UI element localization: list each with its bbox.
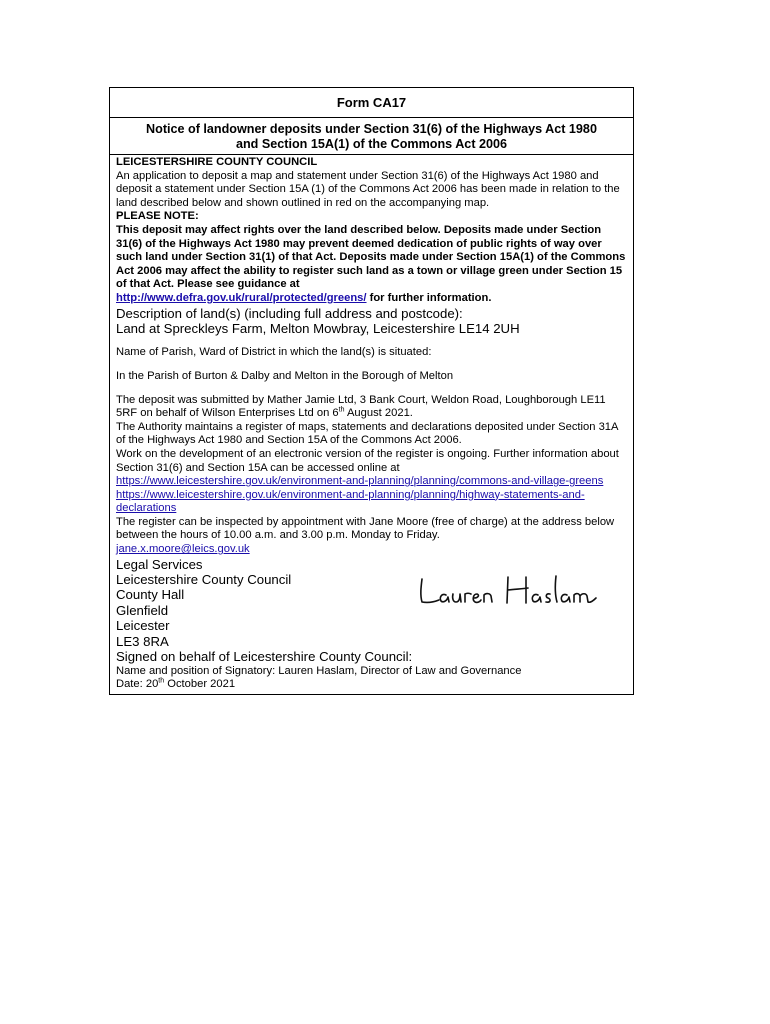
parish-value: In the Parish of Burton & Dalby and Melton in the Borough of Melton xyxy=(116,369,454,382)
work-text: Work on the development of an electronic version of the register is ongoing. Further information about Section 31(6) and Section 15A can be accessed online at xyxy=(116,447,619,474)
land-value: Land at Spreckleys Farm, Melton Mowbray, Leicestershire LE14 2UH xyxy=(116,320,520,336)
heading-line-2: and Section 15A(1) of the Commons Act 2006 xyxy=(235,136,508,151)
commons-link[interactable]: https://www.leicestershire.gov.uk/environment-and-planning/planning/commons-and-village-greens xyxy=(116,475,604,488)
form-body xyxy=(110,155,633,694)
address-line: Glenfield xyxy=(116,602,169,618)
heading-line-1: Notice of landowner deposits under Section 31(6) of the Highways Act 1980 xyxy=(146,122,597,136)
deposit-text-main: The deposit was submitted by Mather Jamie Ltd, 3 Bank Court, Weldon Road, Loughborough LE11 5RF on behalf of Wilson Enterprises Ltd on 6 xyxy=(116,393,606,420)
deposit-text-end: August 2021. xyxy=(344,407,413,420)
parish-label: Name of Parish, Ward of District in which the land(s) is situated: xyxy=(116,346,432,359)
council-name: LEICESTERSHIRE COUNTY COUNCIL xyxy=(116,156,318,168)
email-link[interactable]: jane.x.moore@leics.gov.uk xyxy=(116,543,250,556)
form-ca17 xyxy=(109,87,634,695)
signed-text: Signed on behalf of Leicestershire County Council: xyxy=(116,649,413,665)
guidance-link[interactable]: http://www.defra.gov.uk/rural/protected/greens/ xyxy=(116,291,367,304)
please-note-label: PLEASE NOTE: xyxy=(116,210,199,223)
date-text xyxy=(116,678,627,692)
deposit-sup: th xyxy=(338,406,345,414)
highway-statements-link[interactable]: https://www.leicestershire.gov.uk/environment-and-planning/planning/highway-statements-and-declarations xyxy=(116,488,585,515)
address-block xyxy=(116,557,627,649)
form-title: Form CA17 xyxy=(110,88,633,118)
please-note-text xyxy=(116,224,627,306)
intro-text: An application to deposit a map and statement under Section 31(6) of the Highways Act 1980 and deposit a statement under Section 15A (1) of the Commons Act 2006 has been made in relation to the land described below and shown outlined in red on the accompanying map. xyxy=(116,169,620,209)
address-line: Leicester xyxy=(116,618,170,634)
inspect-text: The register can be inspected by appointment with Jane Moore (free of charge) at the address below between the hours of 10.00 a.m. and 3.00 p.m. Monday to Friday. xyxy=(116,515,615,542)
please-note-body: This deposit may affect rights over the land described below. Deposits made under Section 31(6) of the Highways Act 1980 may prevent deemed dedication of public rights of way over such land under Section 31(1) of that Act. Deposits made under Section 15A(1) of the Commons Act 2006 may affect the ability to register such land as a town or village green under Section 15 of that Act. Please see guidance at xyxy=(116,223,626,291)
date-end: October 2021 xyxy=(164,678,236,691)
address-line: Legal Services xyxy=(116,556,203,572)
address-line: LE3 8RA xyxy=(116,633,169,649)
address-line: County Hall xyxy=(116,587,185,603)
address-line: Leicestershire County Council xyxy=(116,572,292,588)
signatory-text: Name and position of Signatory: Lauren Haslam, Director of Law and Governance xyxy=(116,664,522,677)
date-sup: th xyxy=(158,677,165,685)
signature xyxy=(416,573,606,609)
deposit-text xyxy=(116,394,627,421)
land-label: Description of land(s) (including full address and postcode): xyxy=(116,305,463,321)
guidance-suffix: for further information. xyxy=(366,291,492,304)
register-text: The Authority maintains a register of maps, statements and declarations deposited under Section 31A of the Highways Act 1980 and Section 15A of the Commons Act 2006. xyxy=(116,420,618,447)
date-main: Date: 20 xyxy=(116,678,159,691)
form-heading xyxy=(110,118,633,155)
